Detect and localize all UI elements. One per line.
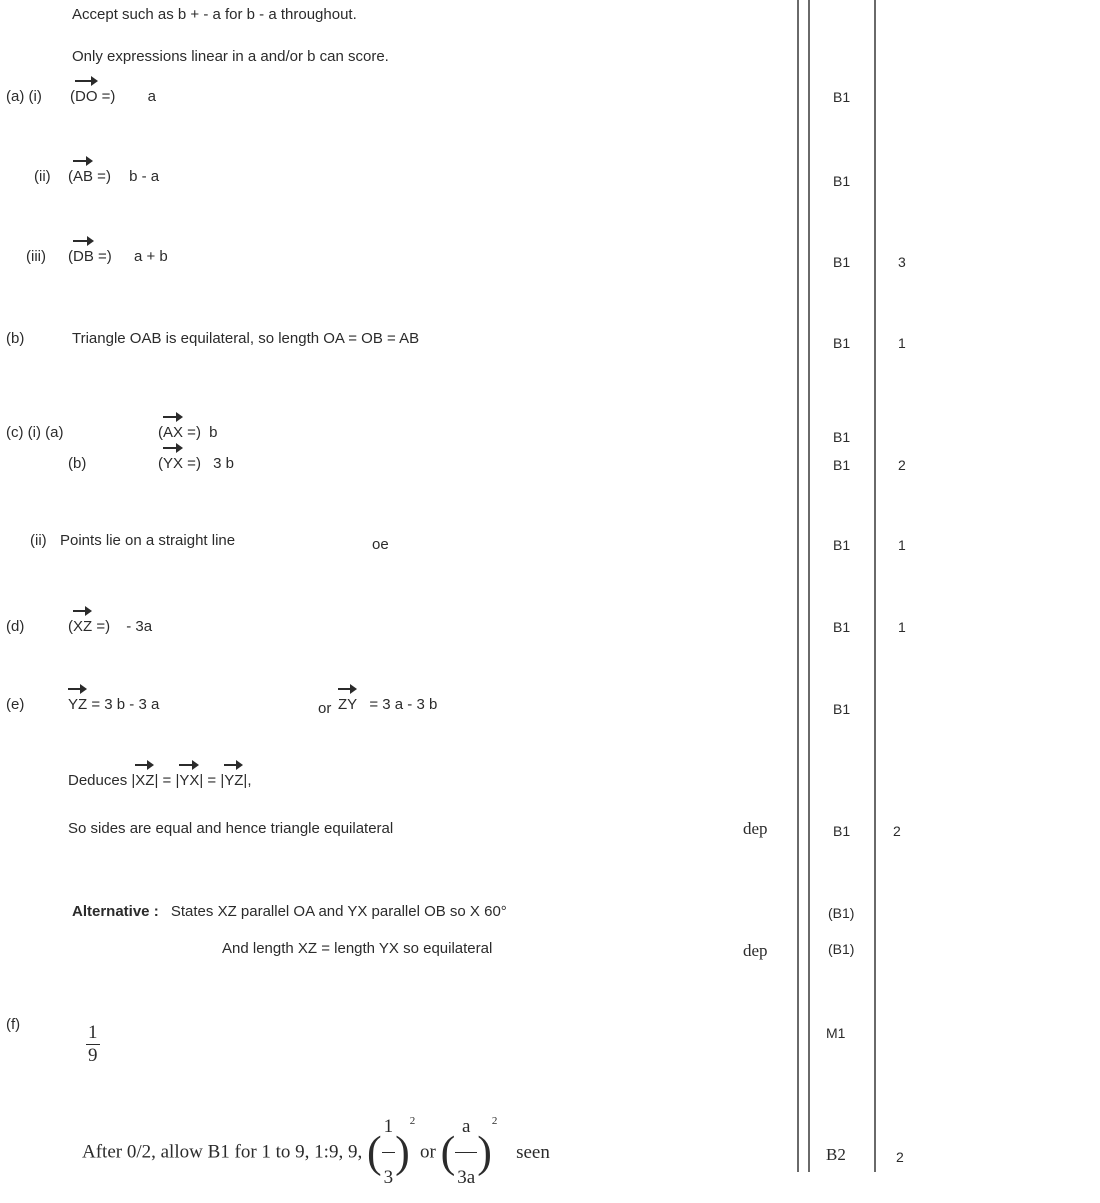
- header-note-1: Accept such as b + - a for b - a throughout.: [72, 6, 357, 23]
- part-b-label: (b): [6, 330, 25, 347]
- part-c-i-b-answer-text: 3 b: [213, 455, 234, 472]
- part-d-label: (d): [6, 618, 25, 635]
- paren-open-2: (: [440, 1127, 456, 1177]
- part-e-answer-2-text: = 3 a - 3 b: [369, 696, 438, 713]
- column-divider-mid: [808, 0, 810, 1172]
- total-b: 1: [898, 335, 906, 351]
- vector-xz-magnitude: XZ: [135, 772, 155, 789]
- total-c-ii: 1: [898, 537, 906, 553]
- part-e-deduces-word: Deduces: [68, 772, 128, 789]
- part-e-alternative-2: And length XZ = length YX so equilateral: [222, 940, 493, 957]
- vector-ax: AX: [163, 424, 184, 441]
- part-f-fraction: [86, 1022, 100, 1067]
- part-e-label: (e): [6, 696, 25, 713]
- part-a-ii-answer-text: b - a: [129, 168, 160, 185]
- part-a-iii-answer: (DB =) a + b: [68, 248, 168, 265]
- vector-yx-magnitude: YX: [179, 772, 200, 789]
- fraction-a-num: a: [455, 1102, 477, 1153]
- mark-e-2: B1: [833, 823, 851, 839]
- mark-f-2: B2: [826, 1145, 846, 1164]
- alt-mark-2: (B1): [828, 941, 855, 957]
- vector-do: DO: [75, 88, 98, 105]
- mark-c-i-a: B1: [833, 429, 851, 445]
- fraction-3a-den: 3a: [457, 1167, 476, 1188]
- vector-zy: ZY: [338, 696, 358, 713]
- part-e-answer-1-text: = 3 b - 3 a: [91, 696, 160, 713]
- part-d-answer: (XZ =) - 3a: [68, 618, 153, 635]
- exponent-2: 2: [491, 1115, 498, 1127]
- part-c-i-a-answer: (AX =) b: [158, 424, 218, 441]
- vector-yz: YZ: [68, 696, 88, 713]
- part-c-i-b-answer: (YX =) 3 b: [158, 455, 234, 472]
- fraction-one-third-num: 1: [382, 1102, 396, 1153]
- part-c-i-a-answer-text: b: [209, 424, 218, 441]
- vector-yx: YX: [163, 455, 184, 472]
- mark-a-i: B1: [833, 89, 851, 105]
- part-b-answer: Triangle OAB is equilateral, so length OA = OB = AB: [72, 330, 420, 347]
- part-e-or: or: [318, 700, 332, 717]
- paren-close-1: ): [395, 1127, 410, 1177]
- part-e-alternative-1: States XZ parallel OA and YX parallel OB so X 60°: [170, 903, 507, 920]
- mark-e: B1: [833, 701, 851, 717]
- part-f-after: [82, 1102, 550, 1203]
- part-e-alternative-label: Alternative :: [72, 903, 159, 920]
- header-note-2: Only expressions linear in a and/or b can score.: [72, 48, 389, 65]
- mark-d: B1: [833, 619, 851, 635]
- part-e-answer-1: [68, 696, 159, 714]
- part-d-answer-text: - 3a: [126, 618, 153, 635]
- mark-a-ii: B1: [833, 173, 851, 189]
- vector-db: DB: [73, 248, 94, 265]
- part-e-deduces: Deduces |XZ| = |YX| = |YZ|,: [68, 772, 252, 789]
- mark-c-ii: B1: [833, 537, 851, 553]
- fraction-one-third: [382, 1102, 396, 1203]
- part-a-i-answer: (DO =) a: [70, 88, 156, 105]
- mark-b: B1: [833, 335, 851, 351]
- vector-xz: XZ: [73, 618, 93, 635]
- part-c-i-a-label: (c) (i) (a): [6, 424, 64, 441]
- part-f-after-text: After 0/2, allow B1 for 1 to 9, 1:9, 9,: [82, 1141, 363, 1163]
- total-d: 1: [898, 619, 906, 635]
- total-f: 2: [896, 1149, 904, 1165]
- part-a-i-label: (a) (i): [6, 88, 42, 105]
- mark-a-iii: B1: [833, 254, 851, 270]
- column-divider-left: [797, 0, 799, 1172]
- mark-c-i-b: B1: [833, 457, 851, 473]
- total-e: 2: [893, 823, 901, 839]
- fraction-one-third-den: 3: [383, 1167, 394, 1188]
- part-c-i-b-label: (b): [68, 455, 87, 472]
- part-c-ii-answer: Points lie on a straight line: [60, 532, 236, 549]
- part-a-iii-label: (iii): [26, 248, 46, 265]
- total-a: 3: [898, 254, 906, 270]
- paren-open-1: (: [366, 1127, 382, 1177]
- part-f-denominator: 9: [88, 1045, 98, 1066]
- part-a-ii-label: (ii): [34, 168, 51, 185]
- part-f-numerator: 1: [88, 1022, 98, 1043]
- part-a-iii-answer-text: a + b: [133, 248, 168, 265]
- paren-close-2: ): [477, 1127, 492, 1177]
- part-a-i-answer-text: a: [147, 88, 156, 105]
- vector-yz-magnitude: YZ: [224, 772, 244, 789]
- exponent-1: 2: [409, 1115, 416, 1127]
- part-e-dep-1: dep: [743, 819, 768, 838]
- vector-ab: AB: [73, 168, 94, 185]
- total-c-i: 2: [898, 457, 906, 473]
- fraction-a-over-3a: [455, 1102, 477, 1203]
- part-e-so: So sides are equal and hence triangle equilateral: [68, 820, 394, 837]
- part-c-ii-oe: oe: [372, 536, 389, 553]
- part-e-answer-2: [338, 696, 437, 714]
- part-e-alternative: [72, 903, 507, 921]
- part-f-seen: seen: [516, 1141, 550, 1163]
- part-f-answer: [86, 1022, 100, 1067]
- mark-f: M1: [826, 1025, 846, 1041]
- alt-mark-1: (B1): [828, 905, 855, 921]
- part-e-dep-2: dep: [743, 941, 768, 960]
- column-divider-right: [874, 0, 876, 1172]
- part-c-ii-label: (ii): [30, 532, 47, 549]
- part-f-label: (f): [6, 1016, 21, 1033]
- part-f-or: or: [420, 1141, 436, 1163]
- part-a-ii-answer: (AB =) b - a: [68, 168, 160, 185]
